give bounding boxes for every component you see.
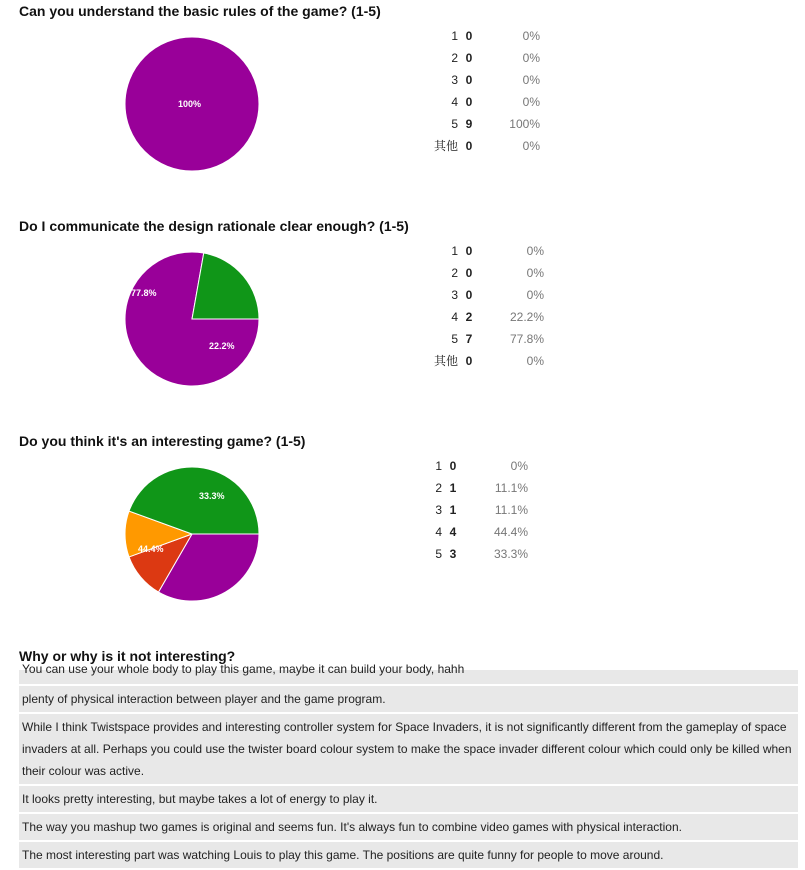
text-response-list[interactable] xyxy=(19,662,798,863)
response-count: 0 xyxy=(465,139,473,153)
response-row xyxy=(424,543,528,565)
response-row xyxy=(424,477,528,499)
response-row xyxy=(424,69,540,91)
response-row xyxy=(424,284,544,306)
response-percent: 77.8% xyxy=(509,332,544,346)
response-percent: 0% xyxy=(526,288,544,302)
response-count: 4 xyxy=(449,525,457,539)
response-percent: 0% xyxy=(526,354,544,368)
response-count: 9 xyxy=(465,117,473,131)
response-count: 1 xyxy=(449,503,457,517)
response-row xyxy=(424,328,544,350)
option-label: 其他 xyxy=(433,354,458,368)
text-response: The most interesting part was watching Louis to play this game. The positions are quite funny for people to move around. xyxy=(19,842,798,870)
response-row xyxy=(424,240,544,262)
pie-label: 100% xyxy=(178,99,202,109)
response-count: 0 xyxy=(465,95,473,109)
response-row xyxy=(424,47,540,69)
option-label: 其他 xyxy=(433,139,458,153)
response-count: 0 xyxy=(465,266,473,280)
option-label: 4 xyxy=(435,525,442,539)
pie-chart xyxy=(124,251,260,387)
option-label: 4 xyxy=(451,95,458,109)
response-count: 7 xyxy=(465,332,473,346)
option-label: 4 xyxy=(451,310,458,324)
response-percent: 0% xyxy=(510,459,528,473)
response-row xyxy=(424,350,544,372)
response-count: 0 xyxy=(465,288,473,302)
text-response: plenty of physical interaction between player and the game program. xyxy=(19,686,798,714)
response-count: 3 xyxy=(449,547,457,561)
response-row xyxy=(424,25,540,47)
response-percent: 100% xyxy=(509,117,540,131)
response-row xyxy=(424,521,528,543)
pie-slice xyxy=(192,253,259,319)
response-count: 0 xyxy=(449,459,457,473)
option-label: 1 xyxy=(451,29,458,43)
text-response: The way you mashup two games is original and seems fun. It's always fun to combine video games with physical interaction. xyxy=(19,814,798,842)
option-label: 3 xyxy=(451,73,458,87)
response-row xyxy=(424,113,540,135)
question-title: Why or why is it not interesting? xyxy=(19,648,236,664)
option-label: 2 xyxy=(451,266,458,280)
response-percent: 33.3% xyxy=(493,547,528,561)
response-percent: 0% xyxy=(522,95,540,109)
text-response: You can use your whole body to play this game, maybe it can build your body, hahh xyxy=(19,670,798,686)
response-row xyxy=(424,499,528,521)
pie-label: 77.8% xyxy=(131,288,157,298)
response-count: 0 xyxy=(465,244,473,258)
option-label: 5 xyxy=(451,332,458,346)
option-label: 2 xyxy=(451,51,458,65)
response-percent: 0% xyxy=(522,51,540,65)
response-percent: 11.1% xyxy=(494,503,528,517)
response-row xyxy=(424,455,528,477)
response-count: 0 xyxy=(465,51,473,65)
response-percent: 22.2% xyxy=(509,310,544,324)
pie-label: 33.3% xyxy=(199,491,225,501)
text-response: It looks pretty interesting, but maybe takes a lot of energy to play it. xyxy=(19,786,798,814)
response-percent: 0% xyxy=(522,139,540,153)
question-title: Do I communicate the design rationale clear enough? (1-5) xyxy=(19,218,409,234)
response-row xyxy=(424,306,544,328)
pie-chart xyxy=(124,36,260,172)
response-percent: 11.1% xyxy=(494,481,528,495)
response-table xyxy=(424,25,540,157)
option-label: 1 xyxy=(435,459,442,473)
response-count: 0 xyxy=(465,73,473,87)
response-percent: 0% xyxy=(522,29,540,43)
response-count: 1 xyxy=(449,481,457,495)
option-label: 5 xyxy=(435,547,442,561)
response-percent: 0% xyxy=(522,73,540,87)
text-response: While I think Twistspace provides and interesting controller system for Space Invaders, it is not significantly different from the gameplay of space invaders at all. Perhaps you could use the twister board colour system to make the space invader different colour which could only be killed when their colour was active. xyxy=(19,714,798,786)
response-row xyxy=(424,262,544,284)
response-table xyxy=(424,455,528,565)
response-table xyxy=(424,240,544,372)
option-label: 5 xyxy=(451,117,458,131)
question-title: Do you think it's an interesting game? (1-5) xyxy=(19,433,306,449)
pie-label: 22.2% xyxy=(209,341,235,351)
option-label: 3 xyxy=(435,503,442,517)
option-label: 1 xyxy=(451,244,458,258)
response-percent: 44.4% xyxy=(493,525,528,539)
option-label: 3 xyxy=(451,288,458,302)
response-percent: 0% xyxy=(526,266,544,280)
pie-label: 44.4% xyxy=(138,544,164,554)
question-title: Can you understand the basic rules of the game? (1-5) xyxy=(19,3,381,19)
response-row xyxy=(424,135,540,157)
response-count: 2 xyxy=(465,310,473,324)
response-count: 0 xyxy=(465,354,473,368)
response-count: 0 xyxy=(465,29,473,43)
option-label: 2 xyxy=(435,481,442,495)
response-percent: 0% xyxy=(526,244,544,258)
pie-chart xyxy=(124,466,260,602)
response-row xyxy=(424,91,540,113)
